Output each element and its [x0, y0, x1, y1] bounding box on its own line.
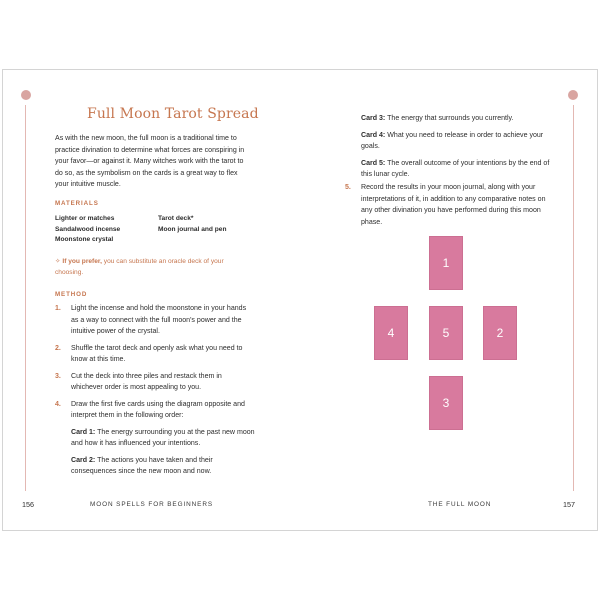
note-text: you can substitute an oracle deck of your choosing.: [55, 258, 224, 276]
card-label: Card 5:: [361, 159, 386, 167]
diamond-icon: ✧: [55, 258, 61, 265]
card-description: [361, 113, 553, 125]
left-dot-ornament: [21, 90, 31, 100]
step-5: [345, 182, 553, 233]
card-label: Card 1:: [71, 428, 96, 436]
tarot-card-position-5: 5: [429, 306, 463, 360]
card-text: The actions you have taken and their consequences since the new moon and now.: [71, 456, 213, 475]
right-page-number: 157: [563, 500, 575, 509]
materials-list-1: [55, 214, 155, 246]
tarot-card-position-2: 2: [483, 306, 517, 360]
method-steps: [55, 303, 255, 478]
card-description: [71, 455, 255, 478]
step-number: 3.: [55, 372, 61, 380]
card-description: [361, 130, 553, 153]
left-page-number: 156: [22, 500, 34, 509]
card-description: [361, 158, 553, 181]
step-number: 1.: [55, 305, 61, 312]
page-title: Full Moon Tarot Spread: [87, 106, 259, 122]
left-footer: MOON SPELLS FOR BEGINNERS: [90, 501, 213, 508]
tarot-card-position-3: 3: [429, 376, 463, 430]
substitution-note: [55, 257, 235, 278]
card-text: The energy that surrounds you currently.: [387, 115, 514, 122]
step-text: Cut the deck into three piles and restack them in whichever order is most appealing to you.: [71, 372, 222, 391]
method-section: [55, 303, 255, 483]
material-item: Lighter or matches: [55, 215, 115, 222]
card-text: The overall outcome of your intentions by the end of this lunar cycle.: [361, 159, 550, 178]
tarot-card-position-4: 4: [374, 306, 408, 360]
method-step: [55, 399, 255, 478]
intro-paragraph: As with the new moon, the full moon is a traditional time to practice divination to determine what forces are conspiring in your favor—or against it. Many witches work with the tarot to do so, as the symbolism on the cards is a great way to flex your intuitive muscle.: [55, 135, 245, 188]
right-footer: THE FULL MOON: [428, 501, 492, 508]
step-text: Draw the first five cards using the diagram opposite and interpret them in the following order:: [71, 400, 245, 419]
method-step: [55, 343, 255, 366]
method-heading: METHOD: [55, 291, 88, 298]
step-text: Record the results in your moon journal, along with your interpretations of it, in addition to any comparative notes on any other divination you have performed during this moon phase.: [361, 184, 546, 226]
right-dot-ornament: [568, 90, 578, 100]
right-margin-rule: [573, 105, 574, 491]
method-step: [55, 303, 255, 338]
card-label: Card 2:: [71, 456, 96, 464]
step-number: 2.: [55, 344, 61, 352]
card-text: What you need to release in order to achieve your goals.: [361, 131, 544, 150]
material-item: Tarot deck*: [158, 215, 194, 222]
method-step: [55, 371, 255, 394]
step-number: 5.: [345, 184, 351, 191]
note-lead: If you prefer,: [62, 258, 102, 265]
card-text: The energy surrounding you at the past new moon and how it has influenced your intentions.: [71, 428, 255, 447]
material-item: Moonstone crystal: [55, 236, 114, 243]
card-label: Card 3:: [361, 115, 386, 122]
material-item: Moon journal and pen: [158, 225, 227, 233]
right-text-block: [361, 113, 553, 186]
materials-heading: MATERIALS: [55, 200, 99, 207]
method-steps-continued: [345, 182, 553, 228]
step-text: Light the incense and hold the moonstone in your hands as a way to connect with the full moon's power and the intuitive power of the crystal.: [71, 305, 247, 335]
card-label: Card 4:: [361, 131, 386, 139]
left-margin-rule: [25, 105, 26, 491]
method-step: [345, 182, 553, 228]
step-number: 4.: [55, 400, 61, 408]
material-item: Sandalwood incense: [55, 225, 121, 233]
tarot-card-position-1: 1: [429, 236, 463, 290]
step-text: Shuffle the tarot deck and openly ask what you need to know at this time.: [71, 344, 243, 363]
materials-list-2: [158, 214, 258, 235]
card-description: [71, 427, 255, 450]
